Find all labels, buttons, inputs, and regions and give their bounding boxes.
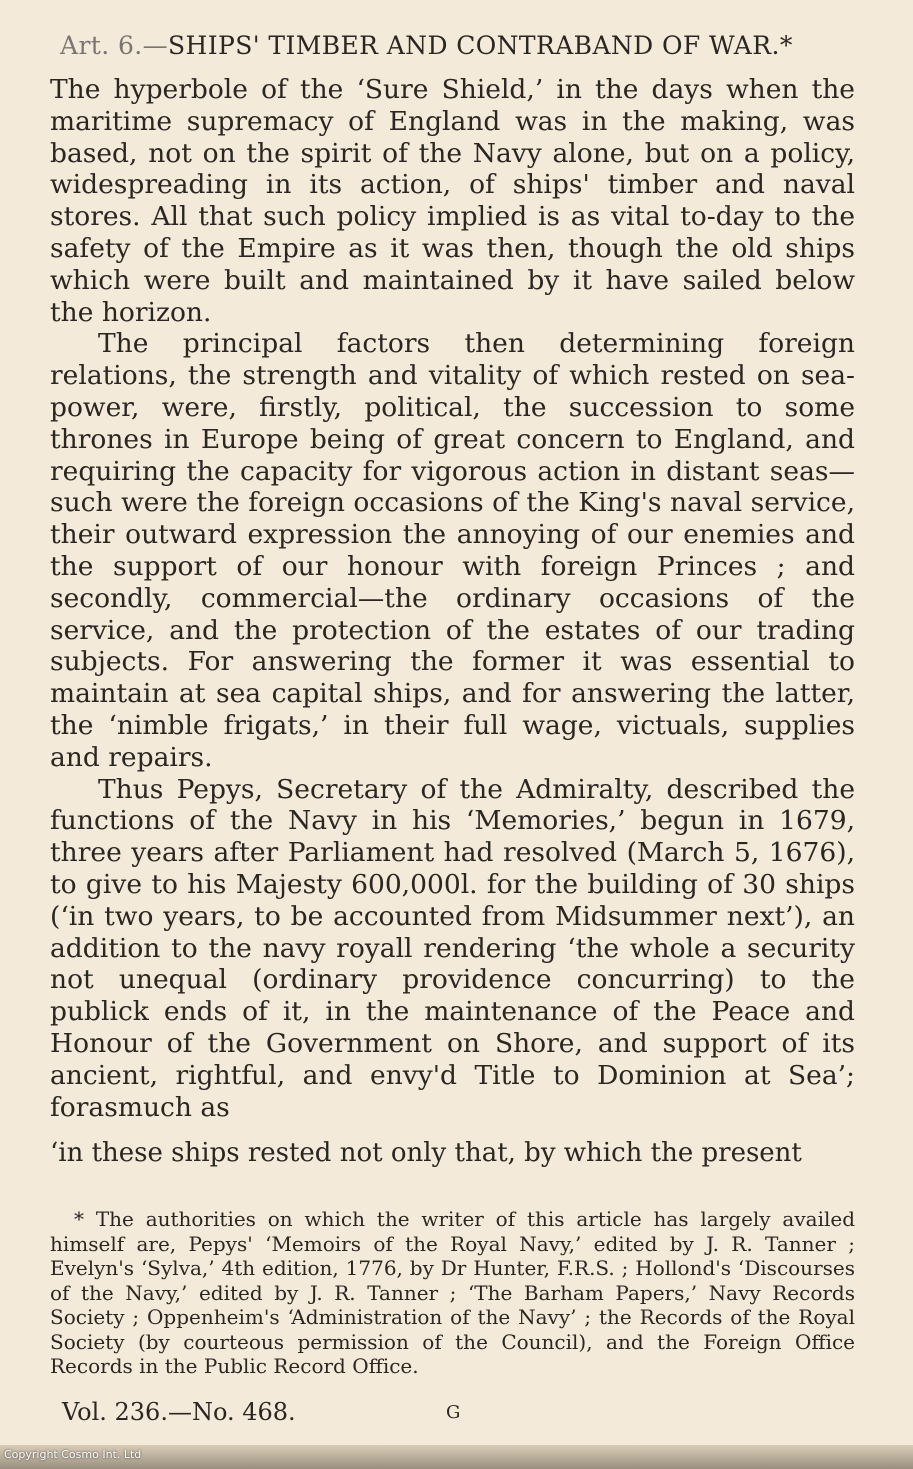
copyright-watermark: Copyright Cosmo Int. Ltd (4, 1448, 142, 1461)
page-footer (62, 1398, 482, 1426)
paragraph-2: The principal factors then determining foreign relations, the strength and vitality of which rested on sea-power, were, firstly, political, the succession to some thrones in Europe being of great concern to England, and requiring the capacity for vigorous action in distant seas—such were the foreign occasions of the King's naval service, their outward expression the annoying of our enemies and the support of our honour with foreign Princes ; and secondly, commercial—the ordinary occasions of the service, and the protection of the estates of our trading subjects. For answering the former it was essential to maintain at sea capital ships, and for answering the latter, the ‘nimble frigats,’ in their full wage, victuals, supplies and repairs. (50, 328, 855, 773)
paragraph-3: Thus Pepys, Secretary of the Admiralty, described the functions of the Navy in his ‘Memories,’ begun in 1679, three years after Parliament had resolved (March 5, 1676), to give to his Majesty 600,000l. for the building of 30 ships (‘in two years, to be accounted from Midsummer next’), an addition to the navy royall rendering ‘the whole a security not unequal (ordinary providence concurring) to the publick ends of it, in the maintenance of the Peace and Honour of the Government on Shore, and support of its ancient, rightful, and envy'd Title to Dominion at Sea’; forasmuch as (50, 773, 855, 1123)
article-title: SHIPS' TIMBER AND CONTRABAND OF WAR.* (168, 31, 793, 60)
signature-mark: G (446, 1402, 461, 1423)
article-heading (60, 28, 855, 64)
volume-number: Vol. 236.—No. 468. (62, 1398, 296, 1426)
block-quote-start: ‘in these ships rested not only that, by which the present (50, 1138, 802, 1169)
article-number: Art. 6.— (60, 31, 168, 60)
footnote-separator (50, 1169, 855, 1207)
footnote: * The authorities on which the writer of this article has largely availed himself are, Pepys' ‘Memoirs of the Royal Navy,’ edited by J. R. Tanner ; Evelyn's ‘Sylva,’ 4th edition, 1776, by Dr Hunter, F.R.S. ; Hollond's ‘Discourses of the Navy,’ edited by J. R. Tanner ; ‘The Barham Papers,’ Navy Records Society ; Oppenheim's ‘Administration of the Navy’ ; the Records of the Royal Society (by courteous permission of the Council), and the Foreign Office Records in the Public Record Office. (50, 1207, 855, 1379)
page-body (50, 28, 855, 1379)
paragraph-1: The hyperbole of the ‘Sure Shield,’ in the days when the maritime supremacy of England was in the making, was based, not on the spirit of the Navy alone, but on a policy, widespreading in its action, of ships' timber and naval stores. All that such policy implied is as vital to-day to the safety of the Empire as it was then, though the old ships which were built and maintained by it have sailed below the horizon. (50, 74, 855, 328)
